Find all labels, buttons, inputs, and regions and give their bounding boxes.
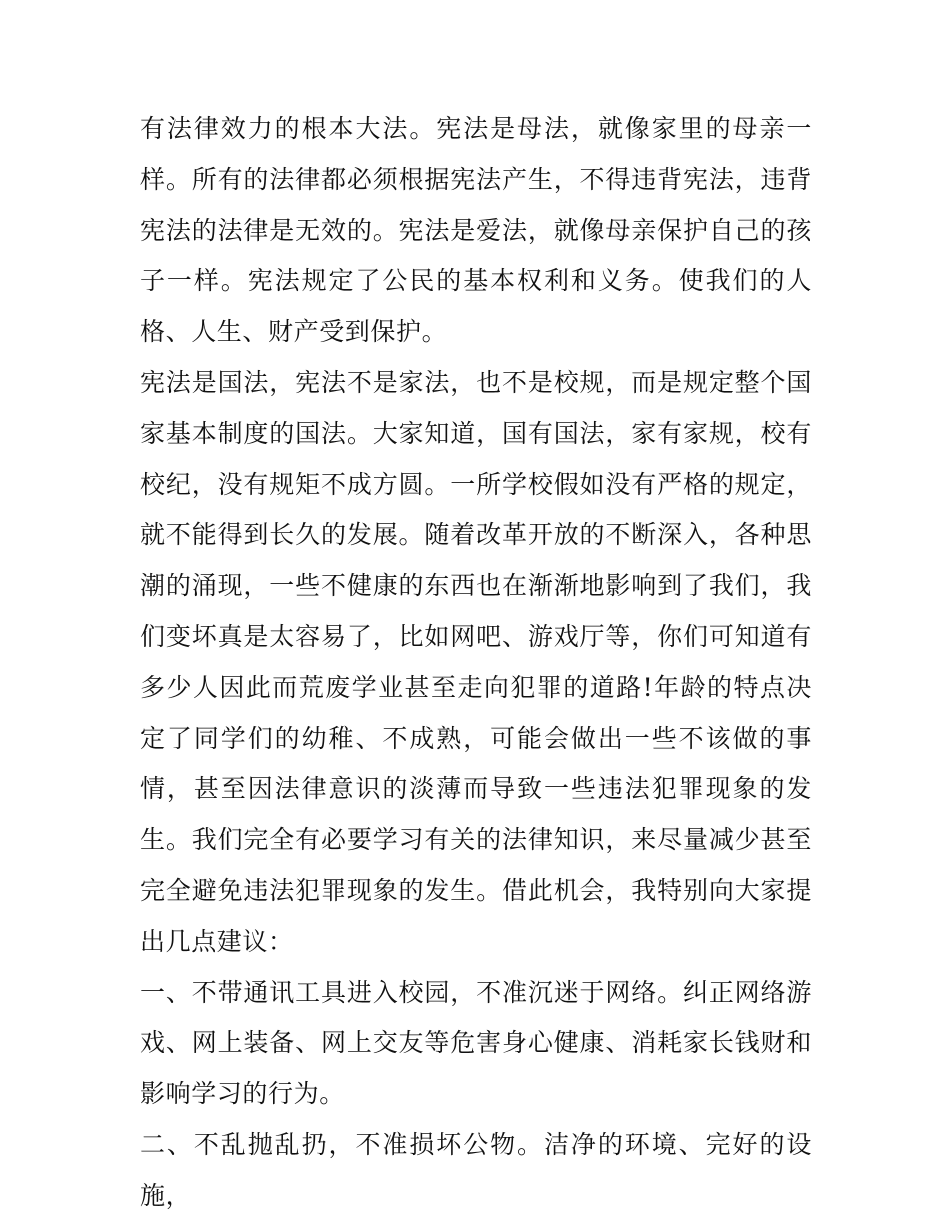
document-body (140, 104, 812, 1222)
paragraph-1: 有法律效力的根本大法。宪法是母法，就像家里的母亲一样。所有的法律都必须根据宪法产生，不得违背宪法，违背宪法的法律是无效的。宪法是爱法，就像母亲保护自己的孩子一样。宪法规定了公民的基本权利和义务。使我们的人格、人生、财产受到保护。 (140, 114, 812, 347)
paragraph-3: 一、不带通讯工具进入校园，不准沉迷于网络。纠正网络游戏、网上装备、网上交友等危害身心健康、消耗家长钱财和影响学习的行为。 (140, 977, 812, 1109)
paragraph-2: 宪法是国法，宪法不是家法，也不是校规，而是规定整个国家基本制度的国法。大家知道，国有国法，家有家规，校有校纪，没有规矩不成方圆。一所学校假如没有严格的规定，就不能得到长久的发展。随着改革开放的不断深入，各种思潮的涌现，一些不健康的东西也在渐渐地影响到了我们，我们变坏真是太容易了，比如网吧、游戏厅等，你们可知道有多少人因此而荒废学业甚至走向犯罪的道路!年龄的特点决定了同学们的幼稚、不成熟，可能会做出一些不该做的事情，甚至因法律意识的淡薄而导致一些违法犯罪现象的发生。我们完全有必要学习有关的法律知识，来尽量减少甚至完全避免违法犯罪现象的发生。借此机会，我特别向大家提出几点建议： (140, 367, 812, 956)
paragraph-4: 二、不乱抛乱扔，不准损坏公物。洁净的环境、完好的设施， (140, 1129, 812, 1210)
